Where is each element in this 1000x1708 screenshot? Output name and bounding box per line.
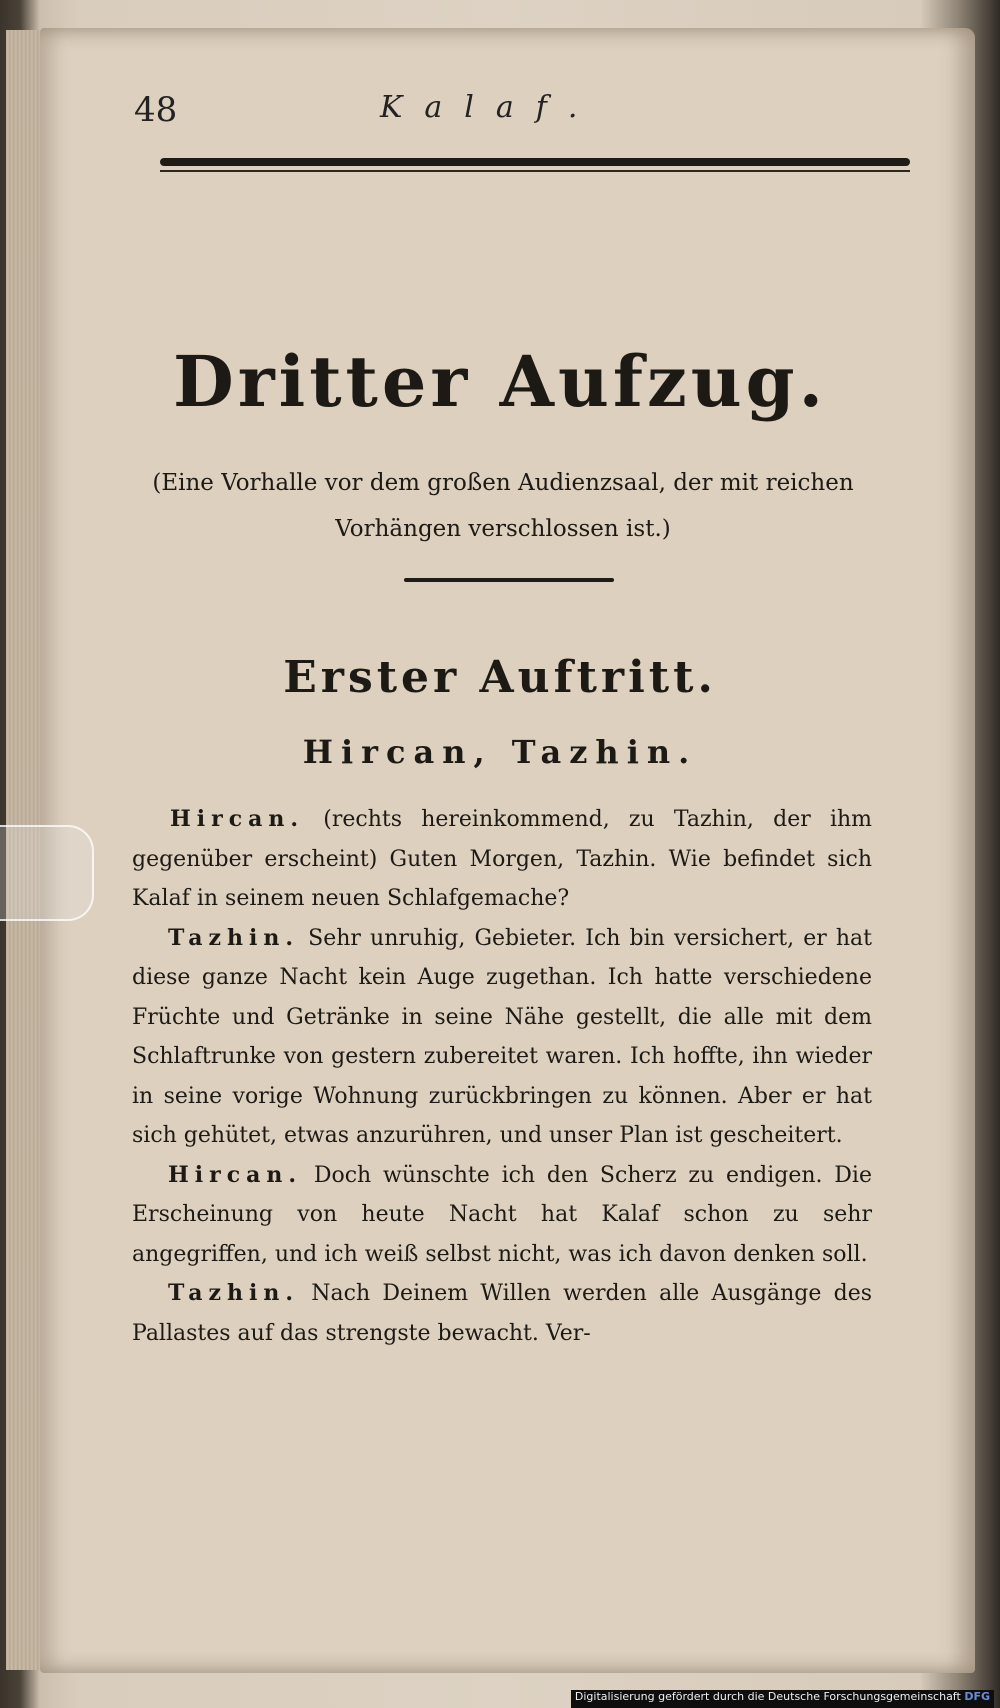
dialogue-text: Sehr unruhig, Gebieter. Ich bin versichert, er hat diese ganze Nacht kein Auge zugethan. Ich hatte verschiedene Früchte und Getränke in seine Nähe gestellt, die alle mit dem Schlaftrunke von gestern zubereitet waren. Ich hoffte, ihn wieder in seine vorige Wohnung zurückbringen zu können. Aber er hat sich gehütet, etwas anzurühren, und unser Plan ist gescheitert. [132, 925, 872, 1148]
header-rule [160, 158, 910, 166]
act-title: Dritter Aufzug. [173, 340, 827, 423]
dialogue-body [132, 800, 872, 1353]
dialogue-text: Nach Deinem Willen werden alle Ausgänge des Pallastes auf das strengste bewacht. Ver- [132, 1281, 873, 1346]
scene-title: Erster Auftritt. [283, 652, 717, 703]
page-header [130, 88, 910, 138]
speaker-name: Tazhin. [168, 924, 300, 951]
stage-direction: (Eine Vorhalle vor dem großen Audienzsaal, der mit reichen Vorhängen verschlossen ist.) [152, 470, 854, 542]
dialogue-paragraph [132, 800, 872, 919]
dfg-logo: DFG [964, 1690, 990, 1703]
dialogue-paragraph [132, 919, 872, 1156]
scene-characters: Hircan, Tazhin. [302, 733, 698, 771]
speaker-name: Hircan. [168, 1161, 303, 1188]
section-divider [404, 578, 614, 582]
dialogue-text: Doch wünschte ich den Scherz zu endigen. Die Erscheinung von heute Nacht hat Kalaf schon zu sehr angegriffen, und ich weiß selbst nicht, was ich davon denken soll. [132, 1162, 872, 1267]
running-head: Kalaf. [380, 90, 600, 125]
dialogue-paragraph [132, 1274, 872, 1353]
page-turn-tab[interactable] [0, 825, 94, 921]
credit-text: Digitalisierung gefördert durch die Deutsche Forschungsgemeinschaft [574, 1690, 961, 1703]
speaker-name: Tazhin. [168, 1280, 300, 1306]
dialogue-paragraph [132, 1156, 872, 1275]
digitization-credit [571, 1690, 994, 1708]
dialogue-text: (rechts hereinkommend, zu Tazhin, der ihm gegenüber erscheint) Guten Morgen, Tazhin. Wie befindet sich Kalaf in seinem neuen Schlafgemache? [132, 807, 873, 911]
page-number: 48 [134, 90, 178, 130]
speaker-name: Hircan. [170, 806, 305, 832]
